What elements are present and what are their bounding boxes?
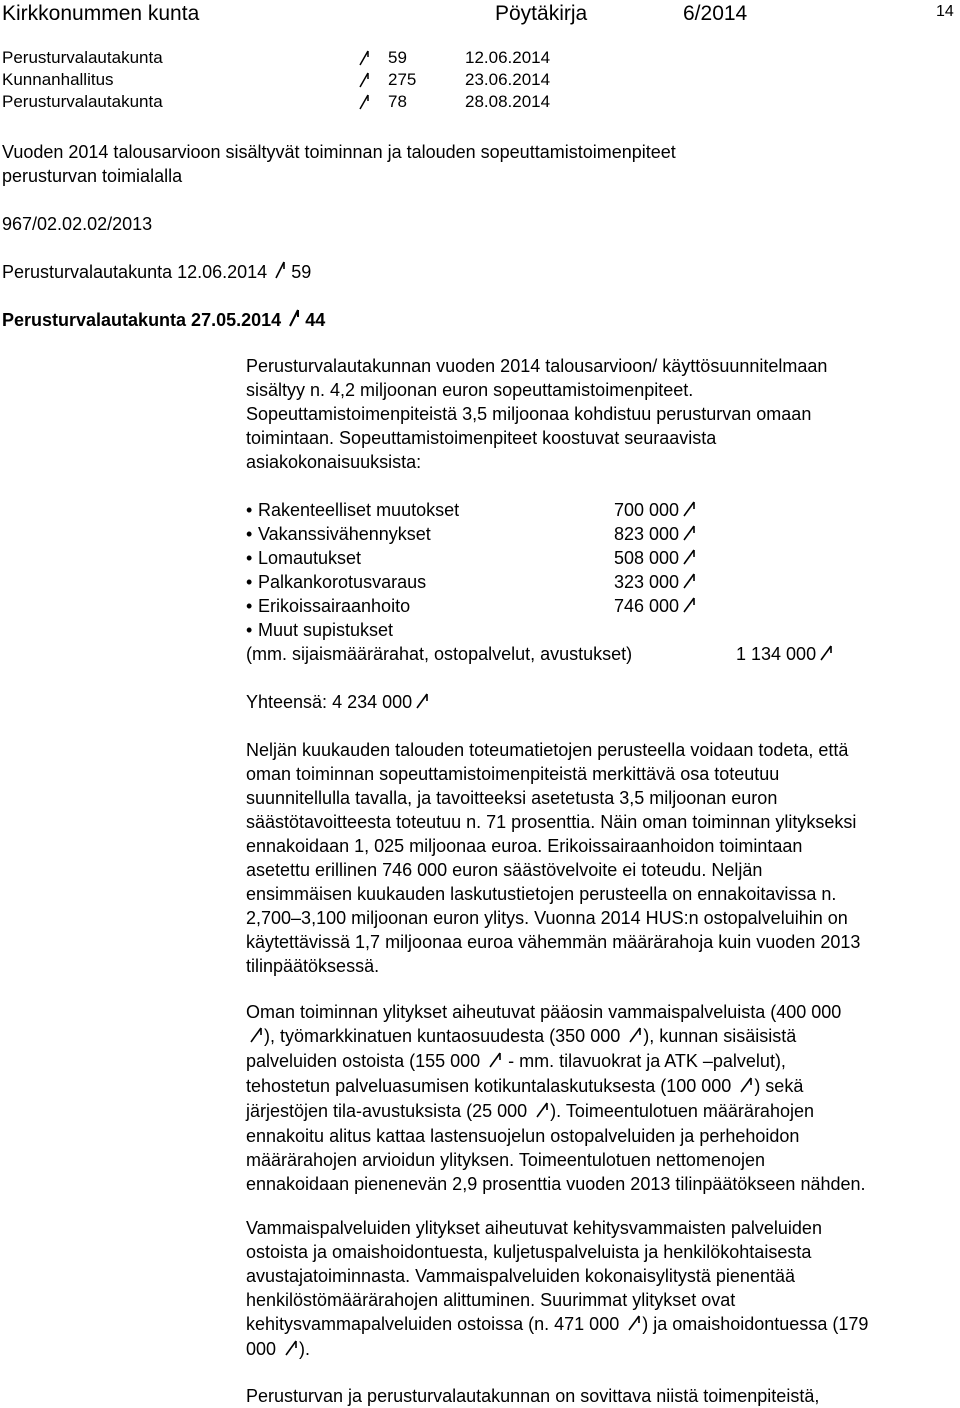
intro-line: Perusturvalautakunnan vuoden 2014 talousarvioon/ käyttösuunnitelmaan	[246, 356, 828, 376]
paragraph-text: ), kunnan sisäisistä	[643, 1026, 797, 1046]
other-item-amount: 1 134 000	[736, 644, 817, 664]
euro-symbol-icon	[683, 547, 695, 571]
euro-symbol-icon	[683, 595, 695, 619]
case-number: 967/02.02.02/2013	[2, 214, 153, 234]
paragraph-text: ) sekä	[754, 1076, 804, 1096]
paragraph-text: - mm. tilavuokrat ja ATK –palvelut),	[503, 1051, 786, 1071]
euro-symbol-icon	[683, 571, 695, 595]
intro-line: asiakokonaisuuksista:	[246, 452, 422, 472]
list-item-label: Palkankorotusvaraus	[258, 572, 427, 592]
list-item	[246, 498, 459, 522]
euro-symbol-icon	[740, 1075, 752, 1099]
other-item-label: Muut supistukset	[258, 620, 394, 640]
section-sign-icon	[274, 260, 286, 286]
paragraph-text: Perusturvan ja perusturvalautakunnan on sovittava niistä toimenpiteistä,	[246, 1386, 820, 1406]
bullet-icon: •	[246, 500, 253, 520]
history-date: 28.08.2014	[465, 92, 551, 111]
intro-line: Sopeuttamistoimenpiteistä 3,5 miljoonaa kohdistuu perusturvan omaan	[246, 404, 812, 424]
paragraph-text: tilinpäätöksessä.	[246, 956, 380, 976]
intro-line: toimintaan. Sopeuttamistoimenpiteet koostuvat seuraavista	[246, 428, 717, 448]
paragraph-text: ).	[299, 1339, 311, 1359]
paragraph-text: käytettävissä 1,7 miljoonaa euroa vähemmän määrärahoja kuin vuoden 2013	[246, 932, 861, 952]
paragraph-text: tehostetun palveluasumisen kotikuntalaskutuksesta (100 000	[246, 1076, 737, 1096]
history-body: Perusturvalautakunta	[2, 48, 163, 67]
paragraph-text: järjestöjen tila-avustuksista (25 000	[246, 1101, 533, 1121]
list-item-amount: 823 000	[614, 524, 680, 544]
paragraph-text: suunnitellulla tavalla, ja tavoitteeksi asetetusta 3,5 miljoonan euron	[246, 788, 778, 808]
paragraph-line	[246, 762, 958, 786]
previous-meeting	[2, 260, 311, 286]
paragraph-line	[246, 738, 958, 762]
euro-symbol-icon	[536, 1100, 548, 1124]
section-sign-icon	[288, 308, 300, 334]
list-item-value	[614, 522, 695, 547]
paragraph-line	[246, 1172, 958, 1196]
paragraph-line	[246, 1049, 958, 1074]
paragraph-line	[246, 1024, 958, 1049]
current-meeting	[2, 308, 325, 334]
euro-symbol-icon	[250, 1025, 262, 1049]
paragraph-line	[246, 1216, 958, 1240]
history-date: 12.06.2014	[465, 48, 551, 67]
paragraph-text: ). Toimeentulotuen määrärahojen	[550, 1101, 814, 1121]
history-section-number: 78	[388, 92, 407, 111]
title-line-2: perusturvan toimialalla	[2, 166, 183, 186]
list-item-amount: 700 000	[614, 500, 680, 520]
list-item-value	[614, 570, 695, 595]
euro-symbol-icon	[489, 1050, 501, 1074]
history-section-number: 59	[388, 48, 407, 67]
paragraph-text: Vammaispalveluiden ylitykset aiheutuvat kehitysvammaisten palveluiden	[246, 1218, 822, 1238]
paragraph-line	[246, 858, 958, 882]
section-sign-icon	[358, 49, 370, 72]
paragraph-text: ennakoidaan pienenevän 2,9 prosenttia vuoden 2013 tilinpäätökseen nähden.	[246, 1174, 866, 1194]
intro-line: sisältyy n. 4,2 miljoonan euron sopeuttamistoimenpiteet.	[246, 380, 694, 400]
paragraph-text: Neljän kuukauden talouden toteumatietojen perusteella voidaan todeta, että	[246, 740, 849, 760]
other-item-detail: (mm. sijaismäärärahat, ostopalvelut, avustukset)	[246, 644, 633, 664]
previous-meeting-number: 59	[291, 262, 312, 282]
document-type: Pöytäkirja	[495, 2, 588, 25]
paragraph-2	[246, 1000, 958, 1196]
paragraph-text: säästötavoitteesta toteutuu n. 71 prosenttia. Näin oman toiminnan ylitykseksi	[246, 812, 857, 832]
paragraph-4	[246, 1384, 958, 1408]
paragraph-line	[246, 1240, 958, 1264]
list-item-label: Lomautukset	[258, 548, 362, 568]
paragraph-line	[246, 954, 958, 978]
euro-symbol-icon	[820, 643, 832, 667]
paragraph-1	[246, 738, 958, 978]
paragraph-text: oman toiminnan sopeuttamistoimenpiteistä merkittävä osa toteutuu	[246, 764, 780, 784]
list-item-label: Rakenteelliset muutokset	[258, 500, 460, 520]
paragraph-text: henkilöstömäärärahojen alittuminen. Suurimmat ylitykset ovat	[246, 1290, 736, 1310]
org-name: Kirkkonummen kunta	[2, 2, 200, 25]
list-item-amount: 508 000	[614, 548, 680, 568]
paragraph-line	[246, 1384, 958, 1408]
paragraph-text: ) ja omaishoidontuessa (179	[642, 1314, 869, 1334]
paragraph-text: asetettu erillinen 746 000 euron säästövelvoite ei toteudu. Neljän	[246, 860, 763, 880]
other-item	[246, 618, 393, 642]
paragraph-text: 2,700–3,100 miljoonan euron ylitys. Vuonna 2014 HUS:n ostopalveluihin on	[246, 908, 848, 928]
euro-symbol-icon	[629, 1025, 641, 1049]
document-number: 6/2014	[683, 2, 748, 25]
paragraph-text: määrärahojen arvioidun ylityksen. Toimeentulotuen nettomenojen	[246, 1150, 765, 1170]
paragraph-line	[246, 882, 958, 906]
history-section-number: 275	[388, 70, 417, 89]
history-body: Perusturvalautakunta	[2, 92, 163, 111]
paragraph-line	[246, 834, 958, 858]
list-item	[246, 570, 426, 594]
paragraph-line	[246, 810, 958, 834]
list-item	[246, 522, 431, 546]
list-item-value	[614, 594, 695, 619]
history-body: Kunnanhallitus	[2, 70, 114, 89]
history-date: 23.06.2014	[465, 70, 551, 89]
bullet-icon: •	[246, 596, 253, 616]
current-meeting-number: 44	[305, 310, 326, 330]
paragraph-line	[246, 1312, 958, 1337]
paragraph-text: Oman toiminnan ylitykset aiheutuvat pääosin vammaispalveluista (400 000	[246, 1002, 842, 1022]
paragraph-text: ), työmarkkinatuen kuntaosuudesta (350 000	[264, 1026, 626, 1046]
paragraph-text: ennakoitu alitus kattaa lastensuojelun ostopalveluiden ja perhehoidon	[246, 1126, 800, 1146]
paragraph-text: palveluiden ostoista (155 000	[246, 1051, 486, 1071]
paragraph-text: ennakoidaan 1, 025 miljoonaa euroa. Erikoissairaanhoidon toimintaan	[246, 836, 803, 856]
paragraph-line	[246, 1074, 958, 1099]
paragraph-line	[246, 930, 958, 954]
paragraph-text: kehitysvammapalveluiden ostoissa (n. 471 000	[246, 1314, 625, 1334]
page-number: 14	[936, 3, 954, 20]
paragraph-line	[246, 1148, 958, 1172]
euro-symbol-icon	[683, 499, 695, 523]
paragraph-line	[246, 1337, 958, 1362]
paragraph-text: ensimmäisen kuukauden laskutustietojen perusteella on ennakoitavissa n.	[246, 884, 837, 904]
paragraph-text: 000	[246, 1339, 282, 1359]
list-item-label: Vakanssivähennykset	[258, 524, 431, 544]
list-item-label: Erikoissairaanhoito	[258, 596, 411, 616]
previous-meeting-label: Perusturvalautakunta 12.06.2014	[2, 262, 268, 282]
bullet-icon: •	[246, 548, 253, 568]
title-line-1: Vuoden 2014 talousarvioon sisältyvät toiminnan ja talouden sopeuttamistoimenpiteet	[2, 142, 676, 162]
paragraph-line	[246, 1000, 958, 1024]
paragraph-line	[246, 786, 958, 810]
section-sign-icon	[358, 93, 370, 116]
list-item-amount: 323 000	[614, 572, 680, 592]
paragraph-line	[246, 1124, 958, 1148]
bullet-icon: •	[246, 572, 253, 592]
euro-symbol-icon	[285, 1338, 297, 1362]
euro-symbol-icon	[683, 523, 695, 547]
list-item	[246, 594, 410, 618]
paragraph-line	[246, 906, 958, 930]
paragraph-3	[246, 1216, 958, 1362]
section-sign-icon	[358, 71, 370, 94]
paragraph-line	[246, 1099, 958, 1124]
paragraph-text: avustajatoiminnasta. Vammaispalveluiden kokonaisylitystä pienentää	[246, 1266, 795, 1286]
current-meeting-label: Perusturvalautakunta 27.05.2014	[2, 310, 282, 330]
euro-symbol-icon	[628, 1313, 640, 1337]
list-item-amount: 746 000	[614, 596, 680, 616]
bullet-icon: •	[246, 620, 253, 640]
paragraph-line	[246, 1264, 958, 1288]
total	[246, 690, 428, 715]
intro-paragraph	[246, 354, 958, 474]
paragraph-line	[246, 1288, 958, 1312]
paragraph-text: ostoista ja omaishoidontuesta, kuljetuspalveluista ja henkilökohtaisesta	[246, 1242, 812, 1262]
list-item	[246, 546, 361, 570]
list-item-value	[614, 498, 695, 523]
euro-symbol-icon	[416, 691, 428, 715]
other-item-value	[736, 642, 832, 667]
total-amount: Yhteensä: 4 234 000	[246, 692, 413, 712]
list-item-value	[614, 546, 695, 571]
bullet-icon: •	[246, 524, 253, 544]
